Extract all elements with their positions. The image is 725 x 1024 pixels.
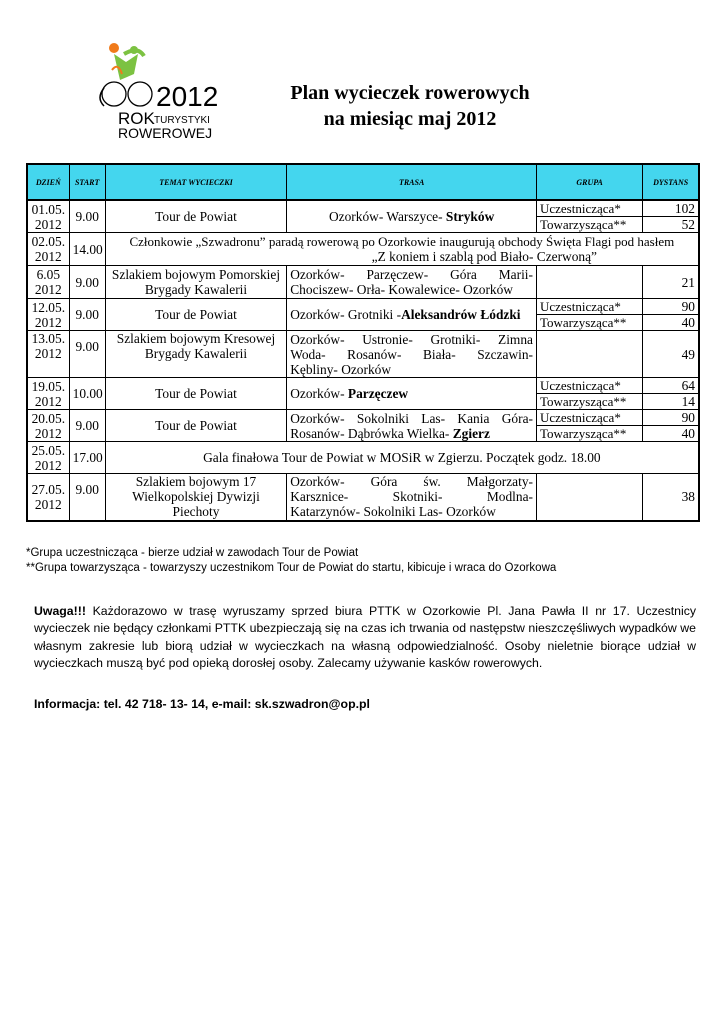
logo	[90, 40, 225, 140]
cell-start: 9.00	[69, 331, 105, 378]
cell-start: 9.00	[69, 474, 105, 521]
cell-distance: 90	[643, 299, 699, 315]
cell-day: 19.05. 2012	[27, 378, 69, 410]
logo-line2: TURYSTYKI	[154, 115, 210, 126]
route-destination: Stryków	[445, 209, 495, 224]
cell-group: Uczestnicząca*	[536, 378, 642, 394]
cell-day: 01.05. 2012	[27, 200, 69, 233]
footnotes	[26, 546, 556, 576]
cell-group	[536, 266, 642, 299]
cell-day: 02.05. 2012	[27, 233, 69, 266]
cell-group	[536, 331, 642, 378]
cell-group: Towarzysząca**	[536, 315, 642, 331]
cell-distance: 21	[643, 266, 699, 299]
cell-distance: 14	[643, 394, 699, 410]
cell-start: 9.00	[69, 200, 105, 233]
cell-route	[287, 410, 537, 442]
event-line2: „Z koniem i szablą pod Biało- Czerwoną”	[371, 249, 597, 264]
cell-day: 12.05. 2012	[27, 299, 69, 331]
warning-paragraph	[34, 603, 696, 673]
table-row	[27, 200, 699, 217]
cell-distance: 102	[643, 200, 699, 217]
cell-group: Uczestnicząca*	[536, 410, 642, 426]
table-row	[27, 331, 699, 378]
warning-label: Uwaga!!!	[34, 604, 86, 618]
route-line: Kębliny- Ozorków	[290, 361, 392, 377]
header-topic: TEMAT WYCIECZKI	[105, 164, 287, 200]
cell-route	[287, 378, 537, 410]
cell-group: Uczestnicząca*	[536, 200, 642, 217]
page-title	[250, 80, 570, 132]
table-row	[27, 378, 699, 394]
cell-start: 14.00	[69, 233, 105, 266]
route-destination: Aleksandrów Łódzki	[401, 307, 521, 322]
cyclist-logo-icon	[90, 40, 225, 140]
cell-group: Towarzysząca**	[536, 394, 642, 410]
title-line1: Plan wycieczek rowerowych	[290, 82, 530, 104]
table-row	[27, 410, 699, 426]
footnote-accompanying: **Grupa towarzysząca - towarzyszy uczestnikom Tour de Powiat do startu, kibicuje i wraca do Ozorkowa	[26, 562, 557, 574]
header-start: START	[69, 164, 105, 200]
cell-route	[287, 200, 537, 233]
route-text: Ozorków- Warszyce-	[328, 209, 446, 224]
route-line: Ozorków- Sokolniki Las- Kania Góra-	[290, 410, 533, 426]
cell-topic: Szlakiem bojowym Pomorskiej Brygady Kawalerii	[105, 266, 287, 299]
table-row	[27, 233, 699, 266]
cell-group: Towarzysząca**	[536, 426, 642, 442]
trip-plan-table	[26, 163, 700, 522]
cell-group	[536, 474, 642, 521]
header-group: GRUPA	[536, 164, 642, 200]
route-line: Ozorków- Ustronie- Grotniki- Zimna	[290, 331, 533, 347]
route-destination: Parzęczew	[347, 386, 409, 401]
cell-route	[287, 266, 537, 299]
cell-topic: Szlakiem bojowym 17 Wielkopolskiej Dywizji Piechoty	[105, 474, 287, 521]
cell-day: 13.05. 2012	[27, 331, 69, 378]
warning-text: Każdorazowo w trasę wyruszamy sprzed biura PTTK w Ozorkowie Pl. Jana Pawła II nr 17. Uczestnicy wycieczek nie będący członkami PTTK ubezpieczają się na czas ich trwania od następstw nieszczęśliwych wypadków we własnym zakresie lub biorą udział w wycieczkach na własną odpowiedzialność. Osoby nieletnie biorące udział w wycieczkach muszą być pod opieką dorosłej osoby. Zalecamy używanie kasków rowerowych.	[34, 604, 696, 671]
cell-topic: Tour de Powiat	[105, 299, 287, 331]
cell-topic: Szlakiem bojowym Kresowej Brygady Kawalerii	[105, 331, 287, 378]
cell-distance: 40	[643, 315, 699, 331]
route-line: Ozorków- Góra św. Małgorzaty-	[290, 474, 533, 490]
cell-start: 9.00	[69, 266, 105, 299]
logo-line1: ROK	[118, 109, 155, 128]
route-text: Ozorków- Grotniki -	[290, 307, 402, 322]
cell-event: Gala finałowa Tour de Powiat w MOSiR w Zgierzu. Początek godz. 18.00	[105, 442, 699, 474]
cell-route	[287, 474, 537, 521]
table-header	[27, 164, 699, 200]
cell-day: 27.05. 2012	[27, 474, 69, 521]
cell-start: 9.00	[69, 299, 105, 331]
footnote-participating: *Grupa uczestnicząca - bierze udział w zawodach Tour de Powiat	[26, 547, 359, 559]
cell-route	[287, 331, 537, 378]
cell-distance: 38	[643, 474, 699, 521]
header-route: TRASA	[287, 164, 537, 200]
route-line: Karsznice- Skotniki- Modlna-	[290, 489, 533, 505]
cell-day: 6.05 2012	[27, 266, 69, 299]
cell-topic: Tour de Powiat	[105, 200, 287, 233]
header-distance: DYSTANS	[643, 164, 699, 200]
cell-start: 9.00	[69, 410, 105, 442]
route-line: Katarzynów- Sokolniki Las- Ozorków	[290, 504, 496, 520]
cell-group: Uczestnicząca*	[536, 299, 642, 315]
cell-day: 20.05. 2012	[27, 410, 69, 442]
table-row	[27, 474, 699, 521]
cell-topic: Tour de Powiat	[105, 378, 287, 410]
header-day: DZIEŃ	[27, 164, 69, 200]
cell-day: 25.05. 2012	[27, 442, 69, 474]
cell-start: 10.00	[69, 378, 105, 410]
table-row	[27, 442, 699, 474]
route-line: Ozorków- Parzęczew- Góra Marii-	[290, 267, 533, 282]
route-line: Chociszew- Orła- Kowalewice- Ozorków	[290, 282, 513, 297]
route-text: Ozorków-	[290, 386, 348, 401]
logo-line3: ROWEROWEJ	[118, 125, 213, 140]
route-line	[290, 426, 533, 441]
cell-start: 17.00	[69, 442, 105, 474]
contact-info: Informacja: tel. 42 718- 13- 14, e-mail: sk.szwadron@op.pl	[34, 697, 370, 711]
cell-topic: Tour de Powiat	[105, 410, 287, 442]
route-destination: Zgierz	[452, 425, 490, 441]
event-line1: Członkowie „Szwadronu” paradą rowerową po Ozorkowie inaugurują obchody Święta Flagi pod hasłem	[129, 234, 675, 249]
cell-route	[287, 299, 537, 331]
cell-distance: 64	[643, 378, 699, 394]
cell-event	[105, 233, 699, 266]
logo-year: 2012	[156, 81, 219, 112]
cell-distance: 49	[643, 331, 699, 378]
cell-distance: 40	[643, 426, 699, 442]
title-line2: na miesiąc maj 2012	[323, 108, 497, 130]
cell-distance: 52	[643, 217, 699, 233]
route-line: Woda- Rosanów- Biała- Szczawin-	[290, 346, 533, 362]
table-row	[27, 299, 699, 315]
route-text: Rosanów- Dąbrówka Wielka-	[290, 425, 453, 441]
cell-distance: 90	[643, 410, 699, 426]
table-row	[27, 266, 699, 299]
cell-group: Towarzysząca**	[536, 217, 642, 233]
